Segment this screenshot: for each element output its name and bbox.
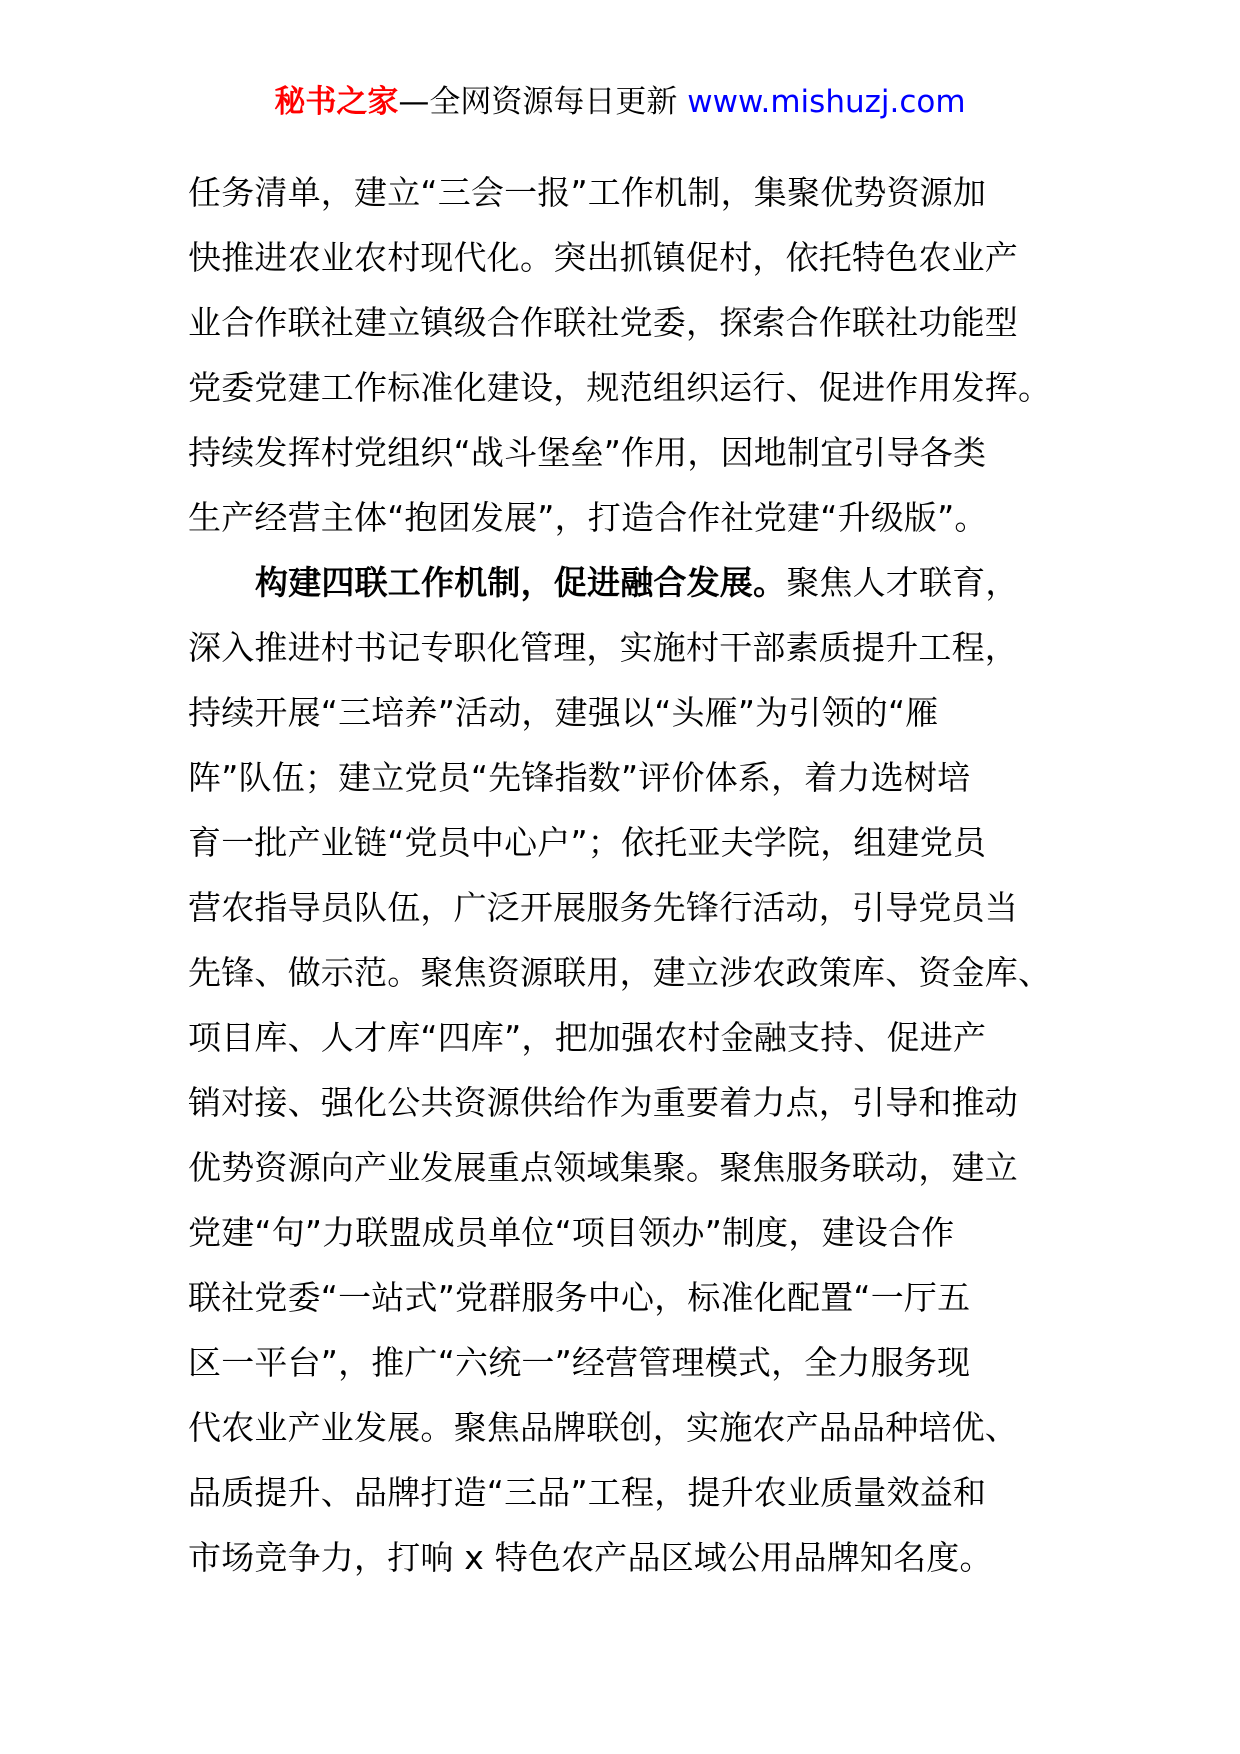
text-line: 快推进农业农村现代化。突出抓镇促村，依托特色农业产 <box>188 238 1018 277</box>
text-line: 先锋、做示范。聚焦资源联用，建立涉农政策库、资金库、 <box>188 953 1052 992</box>
text-line: 品质提升、品牌打造“三品”工程，提升农业质量效益和 <box>188 1473 987 1512</box>
text-line: 阵”队伍；建立党员“先锋指数”评价体系，着力选树培 <box>188 758 971 797</box>
text-line: 育一批产业链“党员中心户”；依托亚夫学院，组建党员 <box>188 823 987 862</box>
brand-name: 秘书之家 <box>274 84 399 120</box>
paragraph-heading: 构建四联工作机制，促进融合发展。 <box>255 563 787 602</box>
text-line: 市场竞争力，打响 x 特色农产品区域公用品牌知名度。 <box>188 1538 993 1577</box>
text-line: 党委党建工作标准化建设，规范组织运行、促进作用发挥。 <box>188 368 1052 407</box>
header-tagline: —全网资源每日更新 <box>398 84 688 120</box>
text-line: 销对接、强化公共资源供给作为重要着力点，引导和推动 <box>188 1083 1018 1122</box>
text-line: 代农业产业发展。聚焦品牌联创，实施农产品品种培优、 <box>188 1408 1018 1447</box>
document-body <box>188 160 1052 1590</box>
text-line: 党建“句”力联盟成员单位“项目领办”制度，建设合作 <box>188 1213 955 1252</box>
site-header <box>0 82 1240 122</box>
text-line: 优势资源向产业发展重点领域集聚。聚焦服务联动，建立 <box>188 1148 1018 1187</box>
text-line: 任务清单，建立“三会一报”工作机制，集聚优势资源加 <box>188 173 987 212</box>
site-url[interactable]: www.mishuzj.com <box>687 84 966 120</box>
text-line: 持续开展“三培养”活动，建强以“头雁”为引领的“雁 <box>188 693 939 732</box>
paragraph-1 <box>188 160 1052 550</box>
text-line: 持续发挥村党组织“战斗堡垒”作用，因地制宜引导各类 <box>188 433 987 472</box>
paragraph-first-line <box>188 550 1048 615</box>
heading-line-text: 聚焦人才联育， <box>786 563 1019 602</box>
text-line: 营农指导员队伍，广泛开展服务先锋行活动，引导党员当 <box>188 888 1018 927</box>
text-line: 业合作联社建立镇级合作联社党委，探索合作联社功能型 <box>188 303 1018 342</box>
text-line: 项目库、人才库“四库”，把加强农村金融支持、促进产 <box>188 1018 987 1057</box>
text-line: 深入推进村书记专职化管理，实施村干部素质提升工程， <box>188 628 1018 667</box>
text-line: 区一平台”，推广“六统一”经营管理模式，全力服务现 <box>188 1343 971 1382</box>
text-line: 生产经营主体“抱团发展”，打造合作社党建“升级版”。 <box>188 498 988 537</box>
text-line: 联社党委“一站式”党群服务中心，标准化配置“一厅五 <box>188 1278 971 1317</box>
paragraph-2 <box>188 550 1052 1590</box>
